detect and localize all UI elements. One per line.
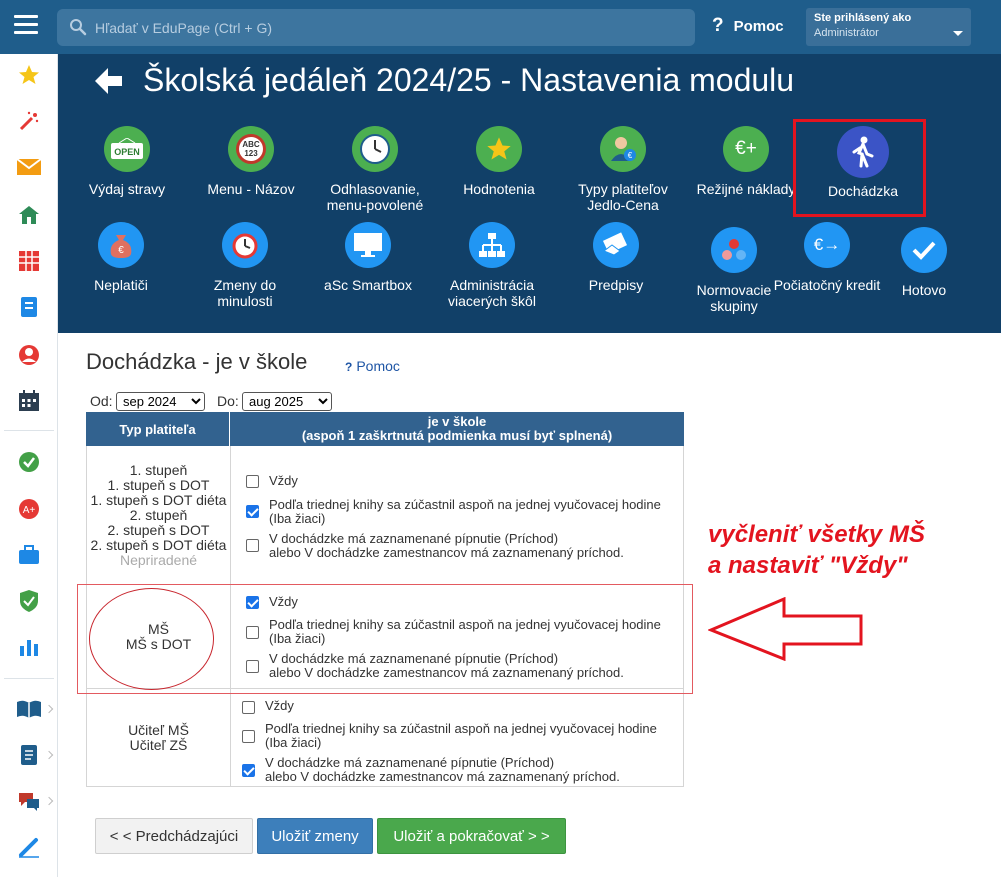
payer-types-cell (87, 689, 231, 786)
tile-zmeny-do-minulosti[interactable] (190, 222, 300, 309)
grade-icon[interactable] (14, 494, 44, 524)
tile-asc-smartbox[interactable] (313, 222, 423, 293)
org-chart-icon (469, 222, 515, 268)
tile-rezijne-naklady[interactable] (691, 126, 801, 197)
svg-text:ABC: ABC (242, 140, 260, 149)
from-label: Od: (90, 393, 113, 409)
chart-icon[interactable] (14, 632, 44, 662)
table-row (86, 689, 684, 787)
option-label (265, 756, 620, 784)
option-line1: V dochádzke má zaznamenané pípnutie (Príchod) (265, 755, 555, 770)
home-icon[interactable] (14, 200, 44, 230)
tile-vydaj-stravy[interactable] (72, 126, 182, 197)
user-dropdown[interactable] (806, 8, 971, 46)
save-button[interactable]: Uložiť zmeny (257, 818, 373, 854)
money-bag-icon (98, 222, 144, 268)
option-checkbox[interactable] (246, 539, 259, 552)
option-line1: Podľa triednej knihy sa zúčastnil aspoň na jednej vyučovacej hodine (265, 721, 657, 736)
tile-neplatici[interactable] (66, 222, 176, 293)
person-euro-icon (600, 126, 646, 172)
option-label (269, 532, 624, 560)
tile-label: Výdaj stravy (88, 181, 166, 197)
top-bar (0, 0, 1001, 54)
svg-text:123: 123 (244, 149, 258, 158)
payer-type: Nepriradené (119, 551, 198, 568)
login-caption: Ste prihlásený ako (814, 12, 912, 24)
hamburger-menu-icon[interactable] (14, 15, 38, 37)
tile-hotovo[interactable] (869, 227, 979, 298)
payer-type: MŠ (148, 620, 169, 637)
option-line1: Podľa triednej knihy sa zúčastnil aspoň na jednej vyučovacej hodine (269, 497, 661, 512)
tile-label: Dochádzka (827, 183, 899, 199)
payer-type: 1. stupeň s DOT diéta (90, 491, 227, 508)
chevron-down-icon (953, 31, 963, 36)
tile-label: Predpisy (588, 277, 644, 293)
chevron-right-icon (45, 797, 53, 805)
book-icon[interactable] (14, 694, 44, 724)
alarm-clock-icon (222, 222, 268, 268)
option-checkbox[interactable] (242, 764, 255, 777)
tile-label: Počiatočný kredit (773, 277, 881, 293)
person-icon[interactable] (14, 340, 44, 370)
option-label (269, 498, 661, 526)
option-line2: (Iba žiaci) (269, 511, 326, 526)
table-header (86, 412, 684, 446)
tile-label: Odhlasovanie, menu-povolené (326, 181, 424, 213)
option-line1: V dochádzke má zaznamenané pípnutie (Príchod) (269, 651, 559, 666)
tile-predpisy[interactable] (561, 222, 671, 293)
star-icon[interactable] (14, 60, 44, 90)
dots-icon (711, 227, 757, 273)
sidebar (0, 54, 58, 877)
tile-hodnotenia[interactable] (444, 126, 554, 197)
tile-label: Typy platiteľov Jedlo-Cena (578, 181, 668, 213)
payer-type: 2. stupeň s DOT (107, 521, 210, 538)
option-checkbox[interactable] (246, 505, 259, 518)
option-checkbox[interactable] (242, 701, 255, 714)
search-input[interactable] (95, 9, 685, 46)
option-line2: (Iba žiaci) (265, 735, 322, 750)
calendar-icon[interactable] (14, 386, 44, 416)
option-line1: V dochádzke má zaznamenané pípnutie (Príchod) (269, 531, 559, 546)
timetable-icon[interactable] (14, 246, 44, 276)
payer-type: Učiteľ MŠ (128, 721, 189, 738)
ms-ellipse-highlight (89, 588, 214, 690)
payer-type: 1. stupeň (129, 461, 188, 478)
option-checkbox[interactable] (242, 730, 255, 743)
chevron-right-icon (45, 705, 53, 713)
svg-text:€: € (118, 245, 124, 256)
annotation-line2: a nastaviť "Vždy" (708, 552, 908, 579)
option-checkbox[interactable] (246, 475, 259, 488)
payer-type: 1. stupeň s DOT (107, 476, 210, 493)
login-role: Administrátor (814, 27, 879, 39)
to-label: Do: (217, 393, 239, 409)
tile-label: Hotovo (901, 282, 947, 298)
question-icon: ? (712, 15, 724, 36)
monitor-icon (345, 222, 391, 268)
briefcase-icon[interactable] (14, 540, 44, 570)
sidebar-divider (4, 430, 54, 431)
annotation-line1: vyčleniť všetky MŠ (708, 521, 925, 548)
tile-label: Administrácia viacerých škôl (448, 277, 536, 309)
left-arrow-annotation-icon (708, 597, 866, 661)
tile-label: Menu - Názov (207, 181, 295, 197)
euro-arrow-icon: €→ (804, 222, 850, 268)
section-help-label: Pomoc (356, 358, 400, 374)
tile-label: Normovacie skupiny (696, 282, 772, 314)
payer-type: 2. stupeň s DOT diéta (90, 536, 227, 553)
tile-typy-platitelov[interactable] (568, 126, 678, 213)
option-line2: alebo V dochádzke zamestnancov má zaznamenaný príchod. (265, 769, 620, 784)
option-label: Vždy (269, 594, 298, 609)
table-row (86, 446, 684, 585)
open-sign-icon (104, 126, 150, 172)
back-arrow-icon[interactable] (95, 68, 123, 94)
col-header-condition (230, 412, 684, 446)
mail-icon[interactable] (14, 152, 44, 182)
handshake-icon (593, 222, 639, 268)
option-line2: alebo V dochádzke zamestnancov má zaznamenaný príchod. (269, 545, 624, 560)
section-help-link[interactable] (345, 358, 400, 374)
clock-icon (352, 126, 398, 172)
notebook-icon[interactable] (14, 292, 44, 322)
previous-button[interactable]: < < Predchádzajúci (95, 818, 253, 854)
option-line1: Podľa triednej knihy sa zúčastnil aspoň na jednej vyučovacej hodine (269, 617, 661, 632)
search-icon (69, 18, 87, 36)
document-icon[interactable] (14, 740, 44, 770)
tile-label: Zmeny do minulosti (213, 277, 277, 309)
payer-type: MŠ s DOT (125, 635, 192, 652)
check-badge-icon[interactable] (14, 447, 44, 477)
tile-label: Neplatiči (94, 277, 148, 293)
payer-types-cell (87, 446, 231, 584)
section-title: Dochádzka - je v škole (86, 349, 308, 374)
col-header-line1: je v škole (427, 414, 487, 429)
option-label: Vždy (265, 698, 294, 713)
pen-icon[interactable] (14, 832, 44, 862)
help-label: Pomoc (733, 17, 784, 35)
highlight-box (793, 119, 926, 217)
magic-wand-icon[interactable] (14, 106, 44, 136)
tile-menu-nazov[interactable] (196, 126, 306, 197)
payer-type: 2. stupeň (129, 506, 188, 523)
tile-label: Režijné náklady (696, 181, 796, 197)
check-icon (901, 227, 947, 273)
euro-plus-icon: €+ (723, 126, 769, 172)
tile-label: Hodnotenia (463, 181, 535, 197)
tile-odhlasovanie[interactable] (320, 126, 430, 213)
svg-text:OPEN: OPEN (114, 147, 140, 157)
option-label (265, 722, 657, 750)
col-header-line2: (aspoň 1 zaškrtnutá podmienka musí byť splnená) (301, 428, 613, 443)
search-box[interactable] (57, 9, 695, 46)
question-icon: ? (345, 360, 353, 374)
svg-text:€: € (627, 151, 633, 160)
payer-type: Učiteľ ZŠ (129, 736, 188, 753)
tile-label: aSc Smartbox (324, 277, 412, 293)
save-continue-button[interactable]: Uložiť a pokračovať > > (377, 818, 566, 854)
sidebar-divider (4, 678, 54, 679)
star-icon (476, 126, 522, 172)
svg-text:A+: A+ (22, 505, 36, 516)
chat-icon[interactable] (14, 786, 44, 816)
to-month-select[interactable] (242, 392, 332, 411)
chevron-right-icon (45, 751, 53, 759)
tile-administracia-skol[interactable] (437, 222, 547, 309)
option-line2: alebo V dochádzke zamestnancov má zaznamenaný príchod. (269, 665, 624, 680)
option-label: Vždy (269, 473, 298, 488)
shield-icon[interactable] (14, 586, 44, 616)
option-line2: (Iba žiaci) (269, 631, 326, 646)
tile-pociatocny-kredit[interactable] (772, 222, 882, 293)
help-link[interactable] (712, 15, 784, 37)
from-month-select[interactable] (116, 392, 205, 411)
col-header-type: Typ platiteľa (86, 412, 230, 446)
page-title: Školská jedáleň 2024/25 - Nastavenia modulu (143, 62, 795, 98)
abc-123-icon (228, 126, 274, 172)
annotation-note (708, 519, 925, 581)
